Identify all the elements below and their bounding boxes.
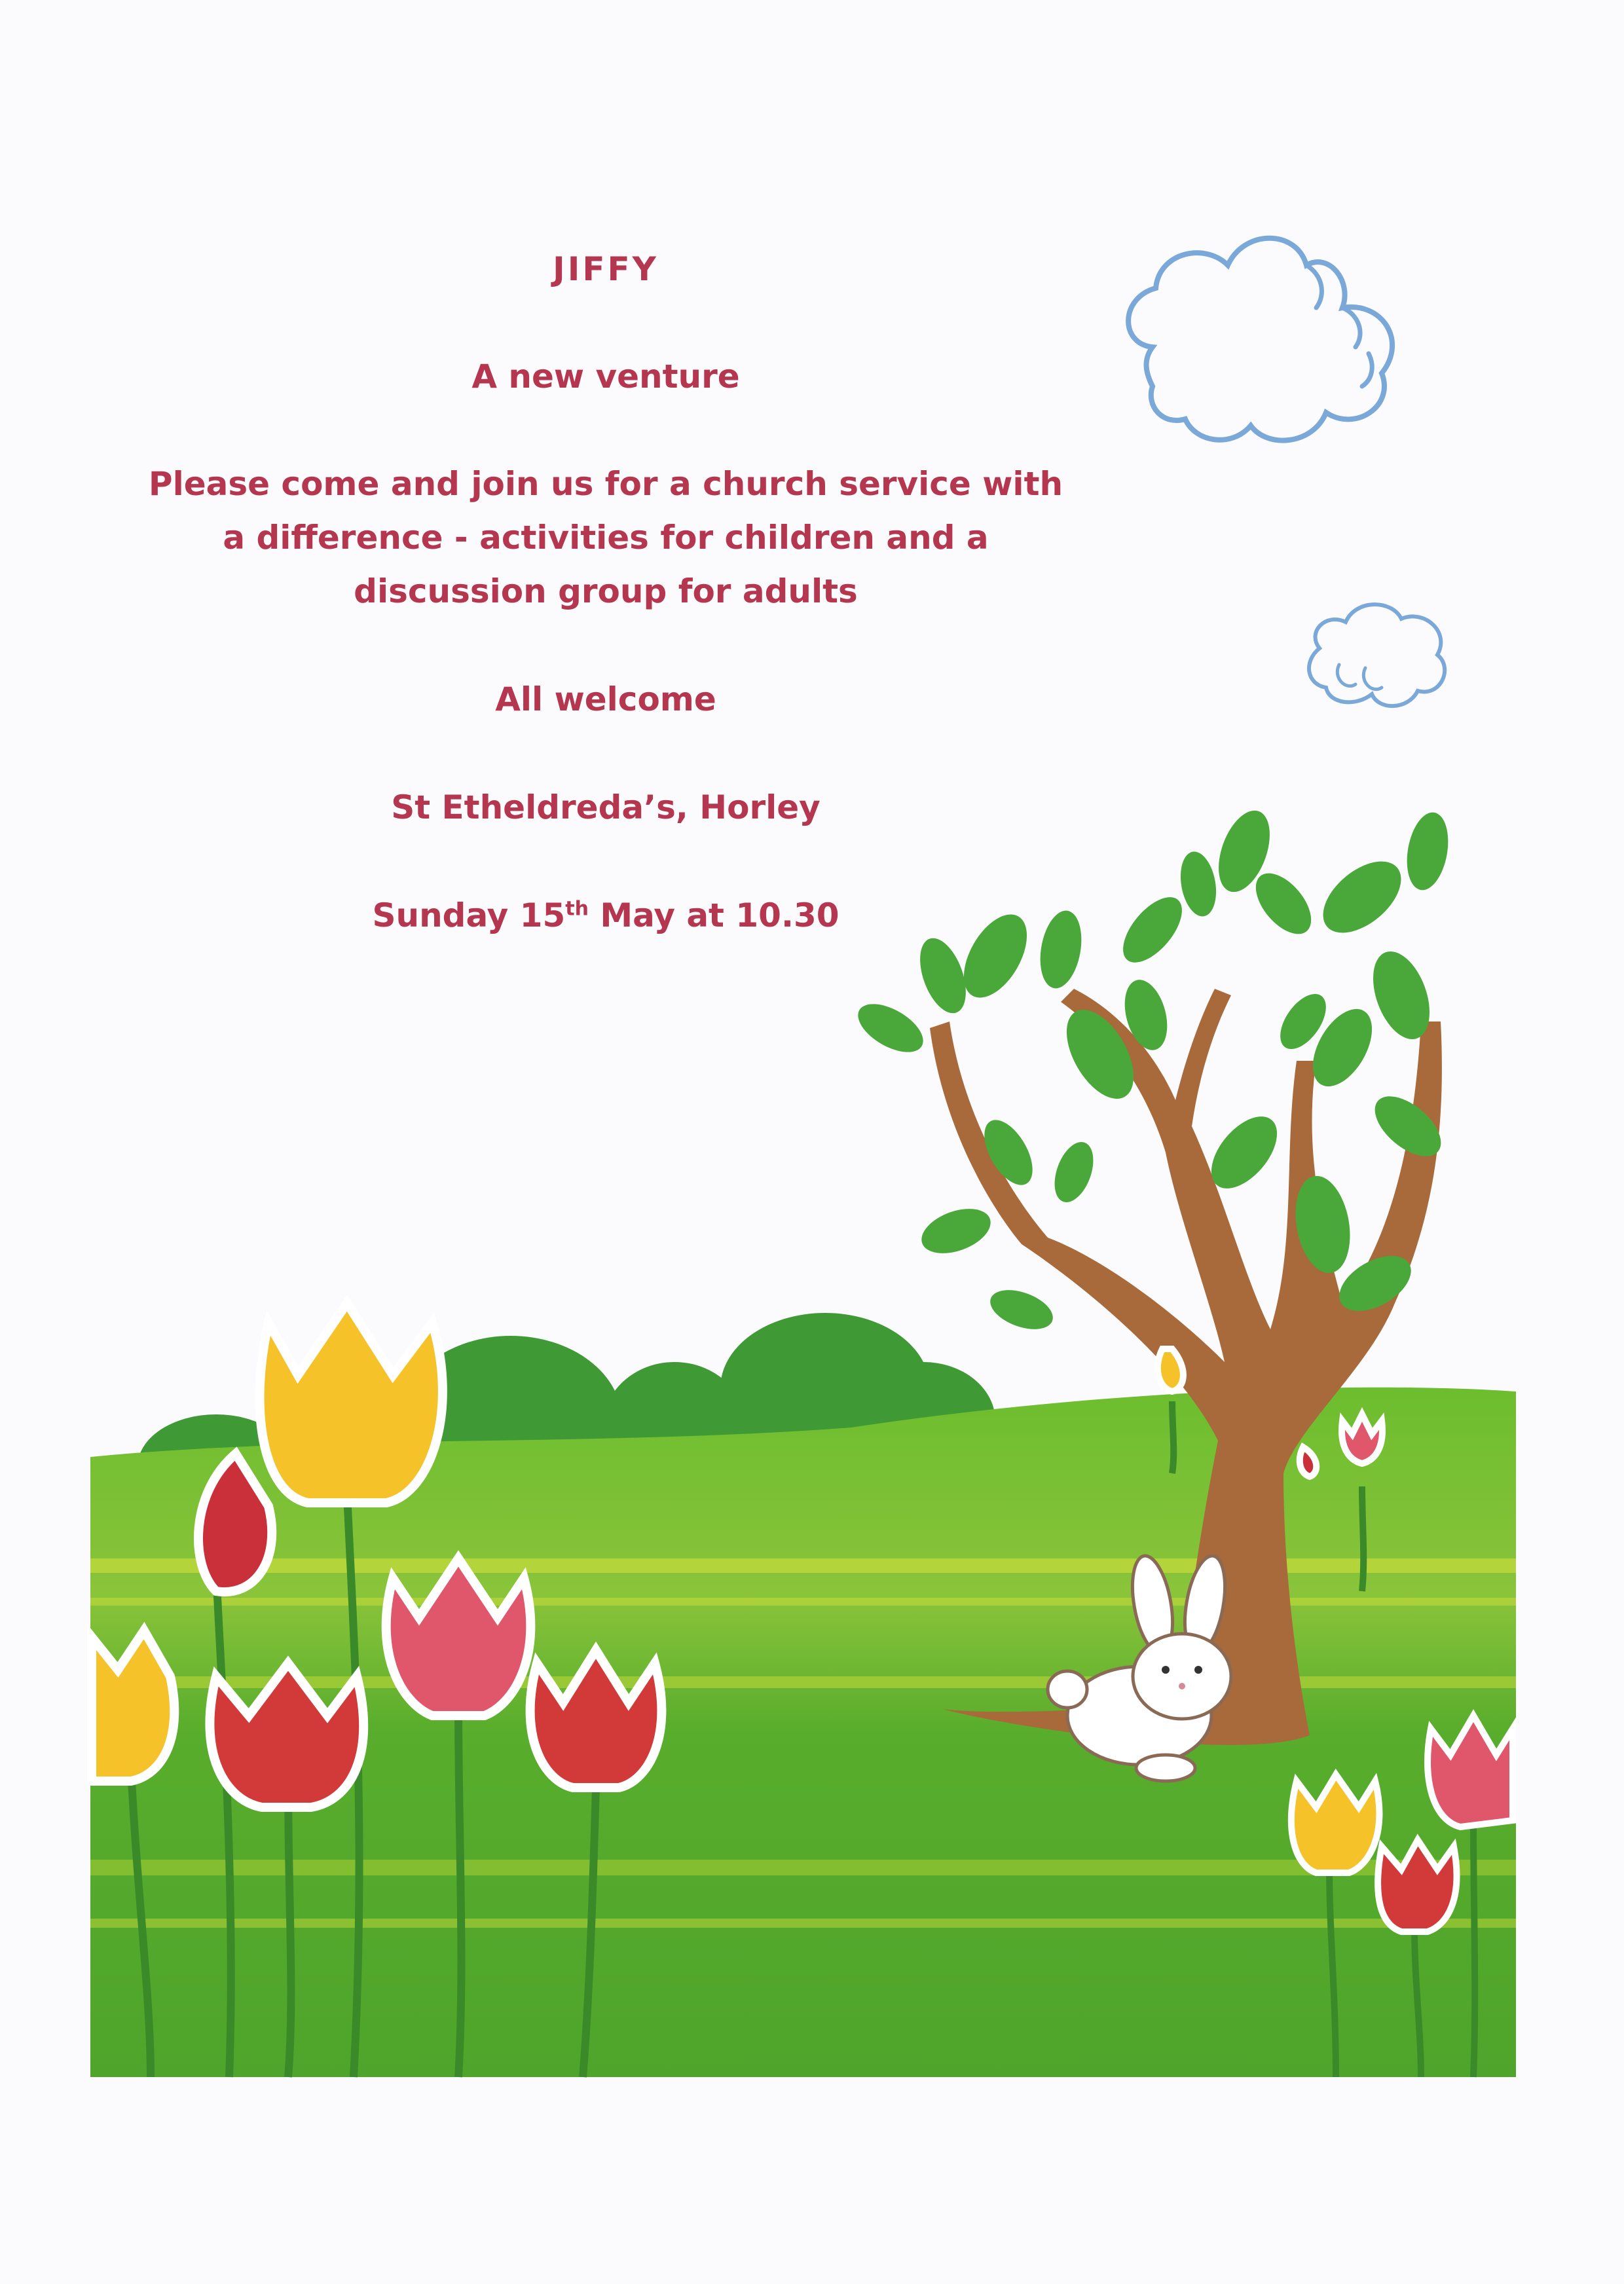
flyer-title: JIFFY (553, 250, 659, 288)
invitation-line-1: Please come and join us for a church service with (148, 465, 1063, 503)
cloud-large-icon (1107, 216, 1434, 478)
flyer-subtitle: A new venture (471, 358, 740, 396)
location-text: St Etheldreda’s, Horley (391, 788, 821, 826)
date-prefix: Sunday 15 (372, 896, 566, 934)
date-rest: May at 10.30 (588, 896, 840, 934)
spring-meadow-illustration (0, 786, 1624, 2161)
welcome-text: All welcome (495, 680, 716, 718)
date-suffix: th (565, 897, 589, 921)
invitation-line-2: a difference - activities for children and a (223, 519, 989, 557)
cloud-small-icon (1293, 593, 1470, 724)
invitation-line-3: discussion group for adults (354, 572, 858, 610)
